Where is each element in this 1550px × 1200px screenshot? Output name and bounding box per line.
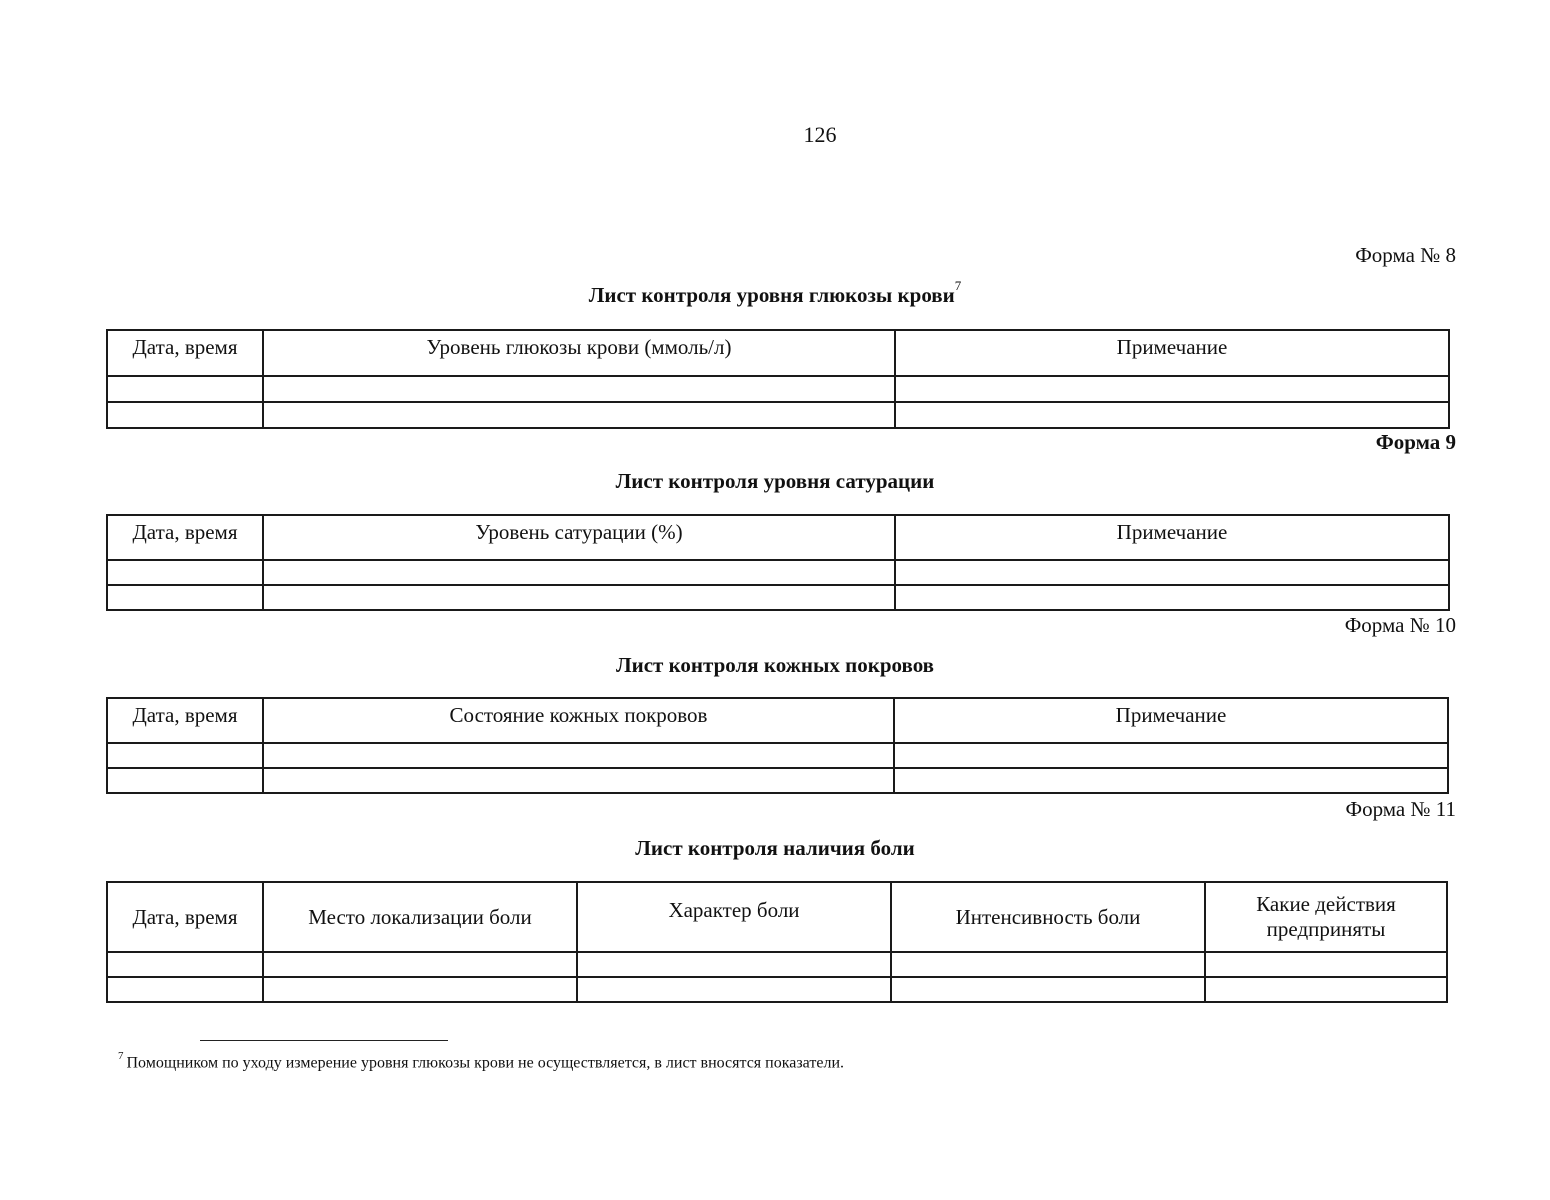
column-header: Примечание [894, 698, 1448, 743]
column-header: Дата, время [107, 330, 263, 376]
form-8-title-text: Лист контроля уровня глюкозы крови [588, 283, 955, 307]
footnote-divider [200, 1040, 448, 1041]
column-header: Какие действия предприняты [1205, 882, 1447, 952]
table-row [107, 376, 1449, 402]
table-row [107, 743, 1448, 768]
table-cell[interactable] [107, 585, 263, 610]
column-header: Примечание [895, 515, 1449, 560]
table-cell[interactable] [895, 376, 1449, 402]
table-cell[interactable] [891, 952, 1205, 977]
table-cell[interactable] [263, 977, 577, 1002]
table-cell[interactable] [894, 768, 1448, 793]
column-header: Место локализации боли [263, 882, 577, 952]
table-cell[interactable] [895, 585, 1449, 610]
table-cell[interactable] [107, 376, 263, 402]
skin-control-table [106, 697, 1449, 794]
column-header: Характер боли [577, 882, 891, 952]
table-cell[interactable] [577, 952, 891, 977]
table-cell[interactable] [1205, 977, 1447, 1002]
table-row [107, 560, 1449, 585]
table-cell[interactable] [577, 977, 891, 1002]
column-header: Интенсивность боли [891, 882, 1205, 952]
table-cell[interactable] [107, 768, 263, 793]
table-row [107, 952, 1447, 977]
form-11-title: Лист контроля наличия боли [635, 836, 915, 860]
saturation-control-table [106, 514, 1450, 611]
table-cell[interactable] [107, 402, 263, 428]
glucose-control-table [106, 329, 1450, 429]
column-header: Примечание [895, 330, 1449, 376]
footnote [118, 1052, 844, 1072]
table-cell[interactable] [895, 560, 1449, 585]
table-cell[interactable] [107, 743, 263, 768]
footnote-mark: 7 [118, 1050, 124, 1062]
table-cell[interactable] [263, 768, 894, 793]
form-11-label: Форма № 11 [1345, 797, 1456, 821]
table-cell[interactable] [263, 952, 577, 977]
column-header: Уровень глюкозы крови (ммоль/л) [263, 330, 895, 376]
form-8-label: Форма № 8 [1355, 243, 1456, 267]
column-header: Дата, время [107, 882, 263, 952]
form-10-title: Лист контроля кожных покровов [615, 653, 935, 677]
form-9-label: Форма 9 [1375, 430, 1456, 454]
table-cell[interactable] [894, 743, 1448, 768]
table-row [107, 585, 1449, 610]
form-8-title [0, 278, 1550, 308]
footnote-ref: 7 [954, 278, 962, 293]
table-cell[interactable] [263, 743, 894, 768]
table-cell[interactable] [891, 977, 1205, 1002]
table-cell[interactable] [1205, 952, 1447, 977]
table-cell[interactable] [263, 560, 895, 585]
table-cell[interactable] [107, 952, 263, 977]
table-row [107, 977, 1447, 1002]
form-9-title: Лист контроля уровня сатурации [615, 469, 935, 493]
table-cell[interactable] [895, 402, 1449, 428]
footnote-text: Помощником по уходу измерение уровня глюкозы крови не осуществляется, в лист вносятся показатели. [126, 1054, 844, 1072]
table-cell[interactable] [263, 402, 895, 428]
table-row [107, 768, 1448, 793]
table-row [107, 402, 1449, 428]
pain-control-table [106, 881, 1448, 1003]
table-cell[interactable] [263, 376, 895, 402]
column-header: Состояние кожных покровов [263, 698, 894, 743]
table-cell[interactable] [263, 585, 895, 610]
form-10-label: Форма № 10 [1344, 613, 1456, 637]
table-cell[interactable] [107, 560, 263, 585]
column-header: Дата, время [107, 698, 263, 743]
table-cell[interactable] [107, 977, 263, 1002]
column-header: Уровень сатурации (%) [263, 515, 895, 560]
column-header: Дата, время [107, 515, 263, 560]
page-number: 126 [803, 122, 837, 147]
